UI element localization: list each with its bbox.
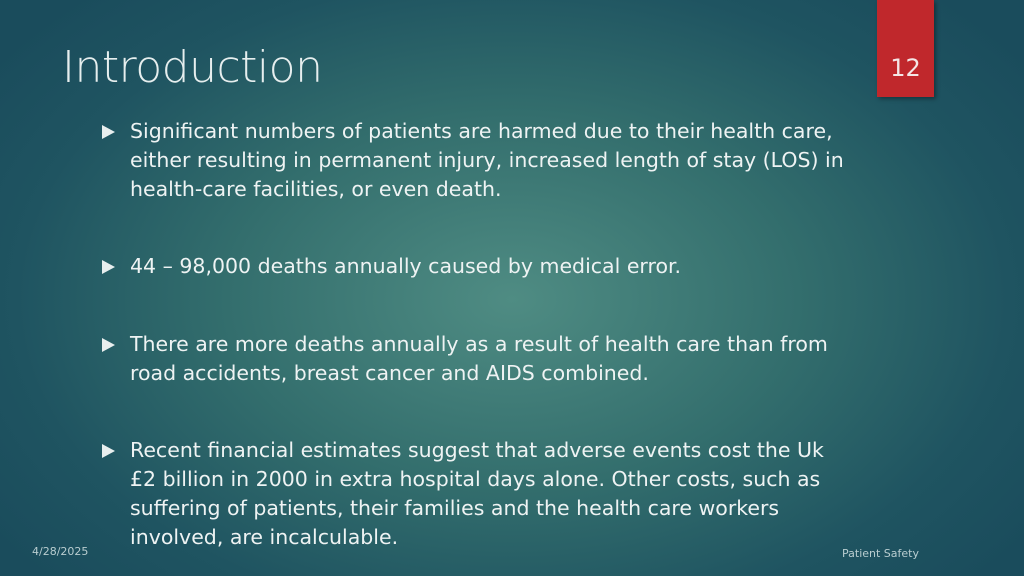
footer-title: Patient Safety	[842, 547, 919, 560]
triangle-right-icon	[102, 444, 115, 458]
bullet-item	[102, 252, 862, 281]
bullet-text: Significant numbers of patients are harmed due to their health care, either resulting in permanent injury, increased length of stay (LOS) in health-care facilities, or even death.	[130, 119, 844, 201]
page-number-badge	[877, 0, 934, 97]
bullet-item	[102, 117, 862, 204]
bullet-item	[102, 436, 862, 552]
triangle-right-icon	[102, 125, 115, 139]
bullet-item	[102, 330, 862, 388]
bullet-text: There are more deaths annually as a result of health care than from road accidents, breast cancer and AIDS combined.	[130, 332, 828, 385]
slide-title: Introduction	[62, 42, 323, 93]
bullet-text: Recent financial estimates suggest that adverse events cost the Uk £2 billion in 2000 in extra hospital days alone. Other costs, such as suffering of patients, their families and the health care workers involved, are incalculable.	[130, 438, 824, 549]
triangle-right-icon	[102, 260, 115, 274]
footer-date: 4/28/2025	[32, 545, 89, 558]
page-number: 12	[890, 54, 921, 82]
triangle-right-icon	[102, 338, 115, 352]
bullet-text: 44 – 98,000 deaths annually caused by medical error.	[130, 254, 682, 278]
